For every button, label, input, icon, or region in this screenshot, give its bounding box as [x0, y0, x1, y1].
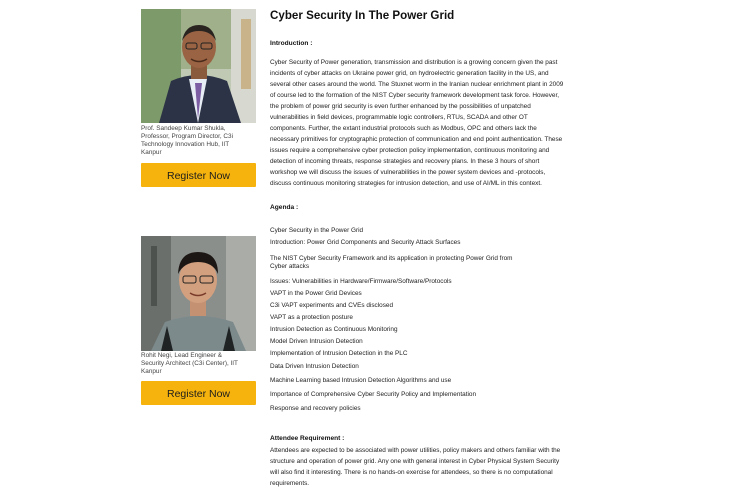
agenda-item: Implementation of Intrusion Detection in the PLC — [270, 350, 408, 357]
speaker-2-photo — [141, 236, 256, 351]
introduction-text: Cyber Security of Power generation, transmission and distribution is a growing concern given the past incidents of cyber attacks on Ukraine power grid, on hydroelectric generation facility in the US, and several other cases around the world. The Stuxnet worm in the Iranian nuclear enrichment plant in 2009 of course led to the formation of the NIST Cyber security framework development task force. However, the problem of power grid security is even further enhanced by the possibilities of unpatched vulnerabilities in field devices, programmable logic controllers, RTUs, SCADA and other OT components. Further, the extant industrial protocols such as Modbus, OPC and others lack the necessary primitives for cryptographic protection of communication and end point authentication. These issues require a comprehensive cyber protection policy implementation, continuous monitoring and detection of incoming threats, response strategies and recovery plans. In these 3 hours of short workshop we will discuss the issues of vulnerabilities in the power system devices and -protocols, discuss continuous monitoring strategies for intrusion detection, and use of AI/ML in this context. — [270, 59, 564, 187]
register-now-button-1[interactable]: Register Now — [141, 163, 256, 187]
agenda-item: Introduction: Power Grid Components and Security Attack Surfaces — [270, 239, 461, 246]
register-now-button-2[interactable]: Register Now — [141, 381, 256, 405]
agenda-item: Cyber Security in the Power Grid — [270, 227, 364, 234]
agenda-heading: Agenda : — [270, 204, 299, 211]
speaker-2-caption: Rohit Negi, Lead Engineer & Security Architect (C3i Center), IIT Kanpur — [141, 352, 238, 375]
agenda-item: Response and recovery policies — [270, 405, 361, 412]
page-title: Cyber Security In The Power Grid — [270, 9, 455, 22]
agenda-item: Data Driven Intrusion Detection — [270, 363, 359, 370]
agenda-item: VAPT in the Power Grid Devices — [270, 290, 362, 297]
agenda-item: Issues: Vulnerabilities in Hardware/Firmware/Software/Protocols — [270, 278, 452, 285]
agenda-item: VAPT as a protection posture — [270, 314, 353, 321]
attendee-text: Attendees are expected to be associated with power utilities, policy makers and others familiar with the structure and operation of power grid. Any one with general interest in Cyber Physical System Security will also find it interesting. There is no hands-on exercise for attendees, so there is no computational requirements. — [270, 447, 561, 487]
agenda-item: Importance of Comprehensive Cyber Security Policy and Implementation — [270, 391, 477, 398]
agenda-item: The NIST Cyber Security Framework and its application in protecting Power Grid from — [270, 255, 513, 262]
agenda-item: C3i VAPT experiments and CVEs disclosed — [270, 302, 394, 309]
agenda-item: Model Driven Intrusion Detection — [270, 338, 363, 345]
agenda-item: Cyber attacks — [270, 263, 310, 270]
speaker-1-caption: Prof. Sandeep Kumar Shukla, Professor, Program Director, C3i Technology Innovation Hub, IIT Kanpur — [141, 125, 233, 156]
speaker-1-photo — [141, 9, 256, 123]
agenda-item: Machine Learning based Intrusion Detection Algorithms and use — [270, 377, 452, 384]
attendee-heading: Attendee Requirement : — [270, 435, 345, 442]
introduction-heading: Introduction : — [270, 40, 313, 47]
agenda-item: Intrusion Detection as Continuous Monitoring — [270, 326, 398, 333]
